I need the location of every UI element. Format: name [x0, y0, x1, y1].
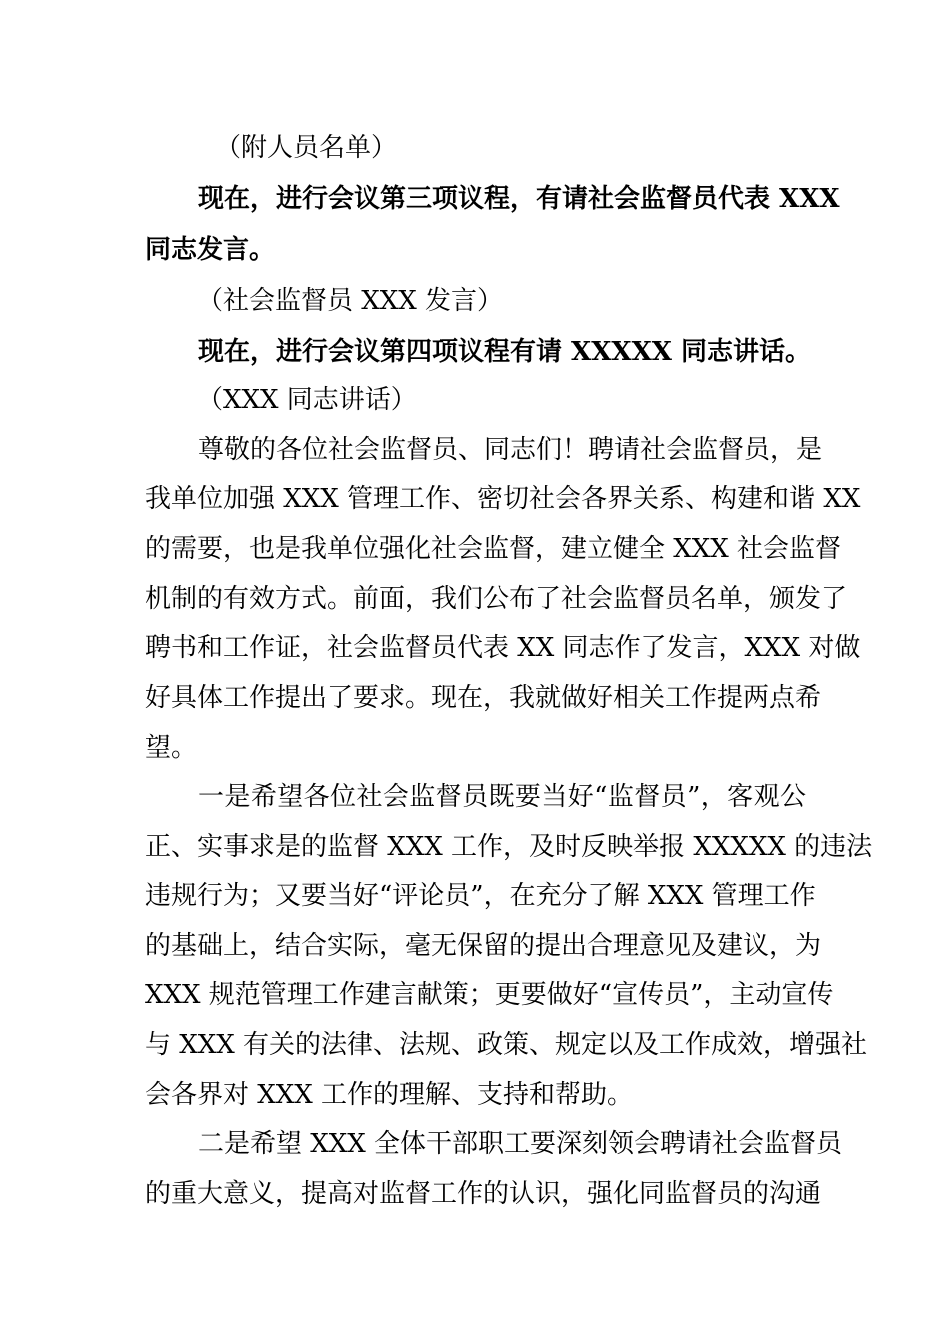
attached-list-note: （附人员名单） [215, 133, 398, 163]
speech-para1-line7: 望。 [145, 733, 198, 763]
speech-para2-line5: XXX 规范管理工作建言献策；更要做好“宣传员”，主动宣传 [145, 980, 834, 1010]
supervisor-speech-note: （社会监督员 XXX 发言） [197, 286, 504, 316]
speech-para2-line4: 的基础上，结合实际，毫无保留的提出合理意见及建议，为 [145, 931, 822, 961]
speech-para2-line6: 与 XXX 有关的法律、法规、政策、规定以及工作成效，增强社 [145, 1030, 868, 1060]
speech-para3-line1: 二是希望 XXX 全体干部职工要深刻领会聘请社会监督员 [198, 1129, 843, 1159]
agenda-item-four: 现在，进行会议第四项议程有请 XXXXX 同志讲话。 [198, 337, 811, 367]
speech-para2-line2: 正、实事求是的监督 XXX 工作，及时反映举报 XXXXX 的违法 [145, 832, 873, 862]
speech-para2-line3: 违规行为；又要当好“评论员”，在充分了解 XXX 管理工作 [145, 881, 816, 911]
speech-para1-line2: 我单位加强 XXX 管理工作、密切社会各界关系、构建和谐 XX [145, 484, 861, 514]
speech-para2-line7: 会各界对 XXX 工作的理解、支持和帮助。 [145, 1080, 634, 1110]
agenda-item-three-line1: 现在，进行会议第三项议程，有请社会监督员代表 XXX [198, 184, 840, 214]
speech-para2-line1: 一是希望各位社会监督员既要当好“监督员”，客观公 [198, 782, 806, 812]
agenda-item-three-line2: 同志发言。 [145, 235, 276, 265]
speech-para1-line4: 机制的有效方式。前面，我们公布了社会监督员名单，颁发了 [145, 584, 848, 614]
speech-para1-line6: 好具体工作提出了要求。现在，我就做好相关工作提两点希 [145, 683, 822, 713]
speech-para1-line5: 聘书和工作证，社会监督员代表 XX 同志作了发言，XXX 对做 [145, 633, 861, 663]
speech-para1-line1: 尊敬的各位社会监督员、同志们！聘请社会监督员，是 [198, 435, 823, 465]
speech-para3-line2: 的重大意义，提高对监督工作的认识，强化同监督员的沟通 [145, 1179, 822, 1209]
speech-para1-line3: 的需要，也是我单位强化社会监督，建立健全 XXX 社会监督 [145, 534, 842, 564]
comrade-speech-note: （XXX 同志讲话） [197, 385, 417, 415]
